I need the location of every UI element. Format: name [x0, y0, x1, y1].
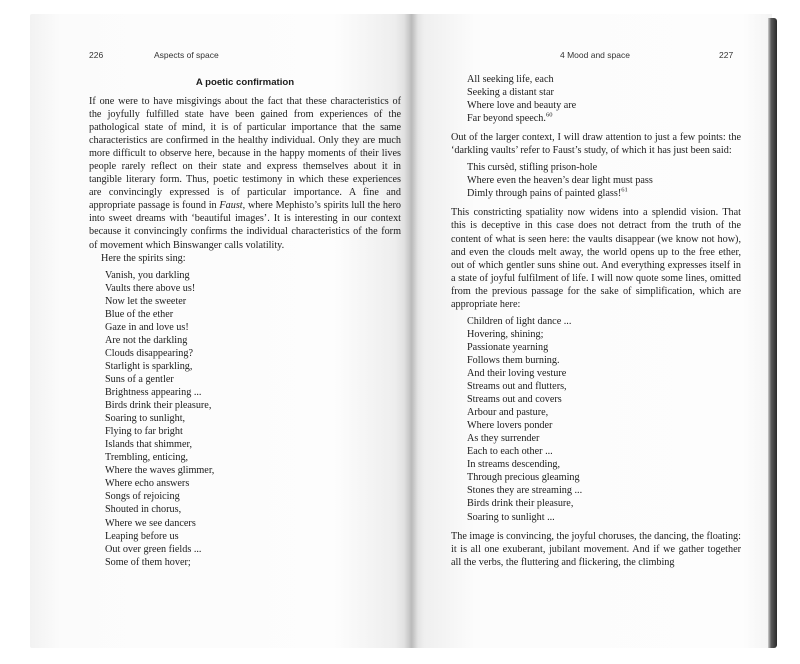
right-page	[410, 14, 772, 648]
verse-line: Vaults there above us!	[105, 282, 196, 294]
verse-line: Shouted in chorus,	[105, 504, 182, 516]
left-text-block	[89, 76, 401, 575]
verse-line: Birds drink their pleasure,	[467, 498, 574, 510]
verse-line: Where love and beauty are	[467, 100, 577, 112]
verse-line: All seeking life, each	[467, 74, 554, 85]
verse-line: Are not the darkling	[105, 334, 188, 346]
page-number: 227	[719, 50, 734, 60]
verse-line: Far beyond speech.$^{60}$	[467, 111, 553, 125]
verse-line: In streams descending,	[467, 459, 561, 471]
verse-intro: Here the spirits sing:	[101, 252, 186, 264]
verse-line: Where lovers ponder	[467, 420, 553, 432]
verse-line: Stones they are streaming ...	[467, 485, 583, 497]
paragraph: Out of the larger context, I will draw attention to just a few points: the ‘darkling vaults’ refer to Faust’s study, of which it has just been said:	[451, 132, 741, 157]
verse-line: Gaze in and love us!	[105, 321, 189, 333]
verse-block	[467, 73, 741, 125]
running-head: Aspects of space	[154, 50, 219, 60]
paragraph: This constricting spatiality now widens into a splendid vision. That this is deceptive in this case does not detract from the truth of the content of what is seen here: the vaults disappear (we know not how), and even the clouds melt away, the world opens up to the free ether, out of which gentler suns shine out. And everything expresses itself in a state of joyful fulfilment of life. I will now quote some lines, omitted from the previous passage for the sake of simplification, which are appropriate here:	[451, 207, 741, 310]
open-book	[30, 14, 775, 648]
verse-line: Arbour and pasture,	[467, 407, 549, 419]
verse-line: Trembling, enticing,	[105, 452, 189, 464]
page-edge	[768, 18, 777, 648]
verse-line: Suns of a gentler	[105, 373, 174, 385]
verse-block	[467, 315, 741, 524]
verse-line: Where echo answers	[105, 478, 190, 490]
verse-line: Leaping before us	[105, 530, 179, 542]
verse-line: Streams out and flutters,	[467, 381, 567, 393]
verse-line: Out over green fields ...	[105, 543, 202, 555]
paragraph: If one were to have misgivings about the fact that these characteristics of the joyfully fulfilled state have been gained from experiences of the pathological state of mind, it is of particular importance that the same characteristics are confirmed in the healthy individual. Only they are much more difficult to observe here, because in the happy moments of their lives people rarely reflect on their state and express themselves about it in tangible literary form. Thus, poetic testimony in which these experiences are convincingly expressed is of particular importance. A fine and appropriate passage is found in Faust, where Mephisto’s spirits lull the hero into sweet dreams with ‘beautiful images’. It is interesting in our context because it convincingly confirms the individual characteristics of the form of movement which Binswanger calls volatility.	[89, 96, 401, 251]
verse-line: Soaring to sunlight ...	[467, 511, 555, 523]
verse-line: Each to each other ...	[467, 446, 553, 458]
emphasis-faust: Faust	[219, 200, 243, 212]
footnote-marker: 61	[621, 186, 628, 194]
verse-block	[105, 269, 401, 569]
verse-line: Where even the heaven’s dear light must pass	[467, 175, 653, 187]
footnote-marker: 60	[545, 111, 553, 119]
verse-block	[467, 161, 741, 200]
verse-line: Streams out and covers	[467, 394, 562, 406]
verse-line: Seeking a distant star	[467, 87, 554, 99]
running-head: 4 Mood and space	[560, 50, 630, 60]
right-text-block	[451, 73, 741, 569]
verse-line: This cursèd, stifling prison-hole	[467, 162, 598, 174]
verse-line: Vanish, you darkling	[105, 269, 190, 281]
verse-line: Starlight is sparkling,	[105, 360, 193, 372]
verse-line: As they surrender	[467, 433, 540, 445]
verse-line: Soaring to sunlight,	[105, 413, 186, 425]
verse-line: Where we see dancers	[105, 517, 196, 529]
left-page	[30, 14, 410, 648]
verse-line: Now let the sweeter	[105, 295, 187, 307]
verse-line: Follows them burning.	[467, 354, 560, 366]
verse-line: Islands that shimmer,	[105, 439, 193, 451]
verse-line: Passionate yearning	[467, 341, 549, 353]
verse-line: Flying to far bright	[105, 426, 183, 438]
page-number: 226	[89, 50, 104, 60]
paragraph: The image is convincing, the joyful choruses, the dancing, the floating: it is all one exuberant, jubilant movement. And if we gather together all the verbs, the fluttering and flickering, the climbing	[451, 530, 741, 568]
verse-line: Children of light dance ...	[467, 315, 572, 327]
verse-line: Dimly through pains of painted glass!$^{61}$	[467, 186, 628, 200]
verse-line: Clouds disappearing?	[105, 347, 193, 359]
verse-line: And their loving vesture	[467, 367, 567, 379]
verse-line: Songs of rejoicing	[105, 491, 180, 503]
section-title: A poetic confirmation	[195, 77, 295, 88]
verse-line: Birds drink their pleasure,	[105, 400, 212, 412]
verse-line: Hovering, shining;	[467, 328, 544, 340]
verse-line: Through precious gleaming	[467, 472, 580, 484]
verse-line: Blue of the ether	[105, 308, 174, 320]
verse-line: Brightness appearing ...	[105, 387, 202, 399]
verse-line: Where the waves glimmer,	[105, 465, 215, 477]
verse-line: Some of them hover;	[105, 556, 191, 568]
